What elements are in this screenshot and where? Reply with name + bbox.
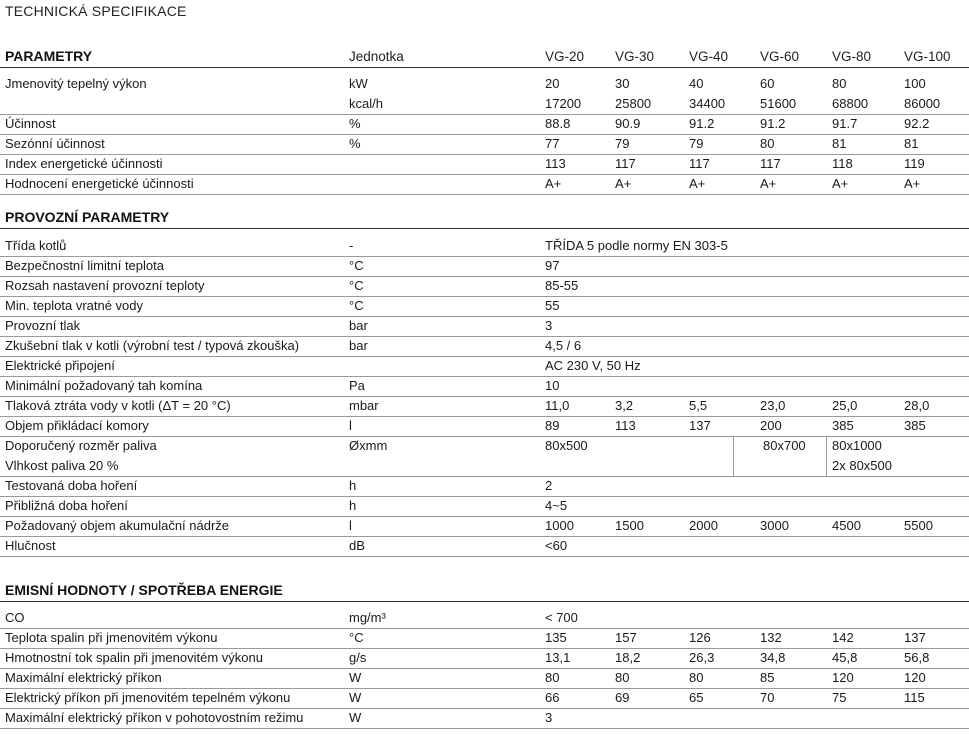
emisni-header xyxy=(0,579,969,602)
row-name: Tlaková ztráta vody v kotli (ΔT = 20 °C) xyxy=(5,398,231,413)
cell-value: 4~5 xyxy=(545,498,568,513)
cell-value: 385 xyxy=(904,418,926,433)
cell-value: 113 xyxy=(545,156,566,171)
cell-value: AC 230 V, 50 Hz xyxy=(545,358,641,373)
cell-value: 1500 xyxy=(615,518,644,533)
parametry-header xyxy=(0,45,969,68)
row-name: Maximální elektrický příkon v pohotovostním režimu xyxy=(5,710,304,725)
cell-value: 28,0 xyxy=(904,398,930,413)
row-name: Třída kotlů xyxy=(5,238,67,253)
table-row xyxy=(0,436,969,477)
cell-value: 113 xyxy=(615,418,636,433)
cell-value: 132 xyxy=(760,630,782,645)
cell-value: 120 xyxy=(904,670,926,685)
table-row xyxy=(0,608,969,629)
cell-value: 117 xyxy=(615,156,636,171)
row-unit: mbar xyxy=(349,398,379,413)
cell-value: A+ xyxy=(760,176,777,191)
cell-value: 25,0 xyxy=(832,398,858,413)
model-header: VG-60 xyxy=(760,49,800,64)
cell-value: 66 xyxy=(545,690,560,705)
cell-value: 3000 xyxy=(760,518,789,533)
table-row xyxy=(0,416,969,437)
row-name: Elektrický příkon při jmenovitém tepelném výkonu xyxy=(5,690,291,705)
cell-value: 2 xyxy=(545,478,553,493)
row-name: Hmotnostní tok spalin při jmenovitém výkonu xyxy=(5,650,263,665)
row-unit: h xyxy=(349,498,357,513)
cell-value: 88.8 xyxy=(545,116,571,131)
unit-column-header: Jednotka xyxy=(349,49,404,64)
cell-value: 120 xyxy=(832,670,854,685)
table-row xyxy=(0,316,969,337)
model-header: VG-100 xyxy=(904,49,951,64)
cell-value: 65 xyxy=(689,690,704,705)
cell-value: < 700 xyxy=(545,610,578,625)
row-name: Rozsah nastavení provozní teploty xyxy=(5,278,205,293)
table-row xyxy=(0,396,969,417)
cell-value: 89 xyxy=(545,418,560,433)
cell-value: A+ xyxy=(904,176,921,191)
row-unit: g/s xyxy=(349,650,367,665)
cell-value: 81 xyxy=(904,136,919,151)
cell-value: 34,8 xyxy=(760,650,786,665)
row-unit: °C xyxy=(349,258,364,273)
cell-value: 80x700 xyxy=(763,438,806,453)
cell-value: 17200 xyxy=(545,96,582,111)
table-row xyxy=(0,376,969,397)
row-unit: bar xyxy=(349,338,368,353)
row-unit: l xyxy=(349,518,352,533)
cell-value: 86000 xyxy=(904,96,941,111)
cell-value: 34400 xyxy=(689,96,726,111)
row-name: Index energetické účinnosti xyxy=(5,156,163,171)
cell-divider xyxy=(826,436,827,476)
row-name: Objem přikládací komory xyxy=(5,418,149,433)
table-row xyxy=(0,516,969,537)
cell-value: A+ xyxy=(545,176,562,191)
cell-value: 79 xyxy=(615,136,630,151)
row-name: Maximální elektrický příkon xyxy=(5,670,162,685)
cell-value: 75 xyxy=(832,690,847,705)
row-name: Doporučený rozměr paliva xyxy=(5,438,157,453)
table-row xyxy=(0,154,969,175)
cell-value: 85 xyxy=(760,670,775,685)
row-unit: % xyxy=(349,116,361,131)
table-row xyxy=(0,628,969,649)
cell-value: 91.2 xyxy=(760,116,786,131)
cell-value: 117 xyxy=(760,156,781,171)
row-name: Přibližná doba hoření xyxy=(5,498,128,513)
page-title: TECHNICKÁ SPECIFIKACE xyxy=(5,3,187,19)
table-row xyxy=(0,134,969,155)
table-row xyxy=(0,174,969,195)
cell-value: 2000 xyxy=(689,518,718,533)
table-row xyxy=(0,648,969,669)
cell-value: 5,5 xyxy=(689,398,708,413)
table-row xyxy=(0,356,969,377)
cell-value: 80 xyxy=(615,670,630,685)
cell-value: 80 xyxy=(832,76,847,91)
cell-value: 157 xyxy=(615,630,637,645)
row-unit: °C xyxy=(349,278,364,293)
row-unit: °C xyxy=(349,630,364,645)
row-name: Vlhkost paliva 20 % xyxy=(5,458,119,473)
table-row xyxy=(0,276,969,297)
cell-value: 45,8 xyxy=(832,650,858,665)
cell-value: 200 xyxy=(760,418,782,433)
table-row xyxy=(0,688,969,709)
table-row xyxy=(0,668,969,689)
cell-value: 385 xyxy=(832,418,854,433)
cell-value: 80 xyxy=(689,670,704,685)
row-unit: bar xyxy=(349,318,368,333)
cell-value: 90.9 xyxy=(615,116,641,131)
row-name: Účinnost xyxy=(5,116,56,131)
cell-value: 117 xyxy=(689,156,710,171)
row-name: Požadovaný objem akumulační nádrže xyxy=(5,518,230,533)
row-unit: mg/m³ xyxy=(349,610,386,625)
model-header: VG-30 xyxy=(615,49,655,64)
cell-value: 30 xyxy=(615,76,630,91)
provozni-header xyxy=(0,206,969,229)
cell-value: 40 xyxy=(689,76,704,91)
row-name: Jmenovitý tepelný výkon xyxy=(5,76,147,91)
cell-value: 69 xyxy=(615,690,630,705)
cell-value: 119 xyxy=(904,156,925,171)
row-unit: - xyxy=(349,238,354,253)
row-name: Hlučnost xyxy=(5,538,56,553)
row-name: Min. teplota vratné vody xyxy=(5,298,144,313)
cell-value: 55 xyxy=(545,298,560,313)
cell-value: 70 xyxy=(760,690,775,705)
cell-value: 118 xyxy=(832,156,853,171)
cell-value: 11,0 xyxy=(545,398,570,413)
table-row xyxy=(0,496,969,517)
cell-value: 115 xyxy=(904,690,925,705)
row-unit: Pa xyxy=(349,378,365,393)
row-name: Testovaná doba hoření xyxy=(5,478,138,493)
cell-value: 23,0 xyxy=(760,398,786,413)
cell-value: 91.7 xyxy=(832,116,858,131)
row-unit: kcal/h xyxy=(349,96,383,111)
table-row xyxy=(0,256,969,277)
cell-value: 137 xyxy=(904,630,926,645)
table-row xyxy=(0,708,969,729)
cell-value: 13,1 xyxy=(545,650,571,665)
row-unit: l xyxy=(349,418,352,433)
cell-value: 80x500 xyxy=(545,438,588,453)
cell-value: A+ xyxy=(832,176,849,191)
table-row xyxy=(0,536,969,557)
cell-value: 126 xyxy=(689,630,711,645)
cell-value: 20 xyxy=(545,76,560,91)
cell-value: 91.2 xyxy=(689,116,715,131)
row-unit: % xyxy=(349,136,361,151)
row-name: Sezónní účinnost xyxy=(5,136,105,151)
cell-value: 137 xyxy=(689,418,711,433)
cell-value: 1000 xyxy=(545,518,574,533)
row-name: Teplota spalin při jmenovitém výkonu xyxy=(5,630,218,645)
cell-value: 92.2 xyxy=(904,116,930,131)
cell-value: 97 xyxy=(545,258,560,273)
cell-value: 60 xyxy=(760,76,775,91)
model-header: VG-40 xyxy=(689,49,729,64)
cell-value: 3 xyxy=(545,710,553,725)
cell-value: 80 xyxy=(545,670,560,685)
cell-value: 135 xyxy=(545,630,567,645)
cell-value: 3,2 xyxy=(615,398,634,413)
row-unit: W xyxy=(349,710,362,725)
cell-value: 51600 xyxy=(760,96,797,111)
model-header: VG-80 xyxy=(832,49,872,64)
row-name: Hodnocení energetické účinnosti xyxy=(5,176,194,191)
row-unit: dB xyxy=(349,538,365,553)
row-unit: W xyxy=(349,670,362,685)
row-name: Zkušební tlak v kotli (výrobní test / typová zkouška) xyxy=(5,338,300,353)
row-name: Minimální požadovaný tah komína xyxy=(5,378,203,393)
cell-value: <60 xyxy=(545,538,568,553)
row-unit: Øxmm xyxy=(349,438,388,453)
row-name: Elektrické připojení xyxy=(5,358,115,373)
cell-value: 56,8 xyxy=(904,650,930,665)
cell-value: 4,5 / 6 xyxy=(545,338,582,353)
cell-value: 80x1000 xyxy=(832,438,882,453)
cell-value: 5500 xyxy=(904,518,933,533)
emisni-heading: EMISNÍ HODNOTY / SPOTŘEBA ENERGIE xyxy=(5,582,283,598)
cell-value: A+ xyxy=(689,176,706,191)
cell-value: 4500 xyxy=(832,518,861,533)
row-name: Bezpečnostní limitní teplota xyxy=(5,258,164,273)
table-row xyxy=(0,114,969,135)
provozni-heading: PROVOZNÍ PARAMETRY xyxy=(5,209,170,225)
table-row xyxy=(0,476,969,497)
row-name: Provozní tlak xyxy=(5,318,81,333)
row-unit: kW xyxy=(349,76,368,91)
cell-value: 68800 xyxy=(832,96,869,111)
cell-divider xyxy=(733,436,734,476)
table-row xyxy=(0,296,969,317)
model-header: VG-20 xyxy=(545,49,585,64)
parametry-heading: PARAMETRY xyxy=(5,48,93,64)
cell-value: 81 xyxy=(832,136,847,151)
table-row xyxy=(0,336,969,357)
cell-value: 3 xyxy=(545,318,553,333)
cell-value: 142 xyxy=(832,630,854,645)
cell-value: 2x 80x500 xyxy=(832,458,892,473)
cell-value: 18,2 xyxy=(615,650,641,665)
table-row xyxy=(0,236,969,257)
row-unit: h xyxy=(349,478,357,493)
row-name: CO xyxy=(5,610,25,625)
cell-value: 85-55 xyxy=(545,278,579,293)
cell-value: 77 xyxy=(545,136,560,151)
cell-value: 25800 xyxy=(615,96,652,111)
row-unit: W xyxy=(349,690,362,705)
row-unit: °C xyxy=(349,298,364,313)
cell-value: 10 xyxy=(545,378,560,393)
cell-value: 80 xyxy=(760,136,775,151)
cell-value: 79 xyxy=(689,136,704,151)
cell-value: TŘÍDA 5 podle normy EN 303-5 xyxy=(545,238,728,253)
table-row xyxy=(0,74,969,115)
cell-value: 100 xyxy=(904,76,926,91)
cell-value: 26,3 xyxy=(689,650,715,665)
cell-value: A+ xyxy=(615,176,632,191)
